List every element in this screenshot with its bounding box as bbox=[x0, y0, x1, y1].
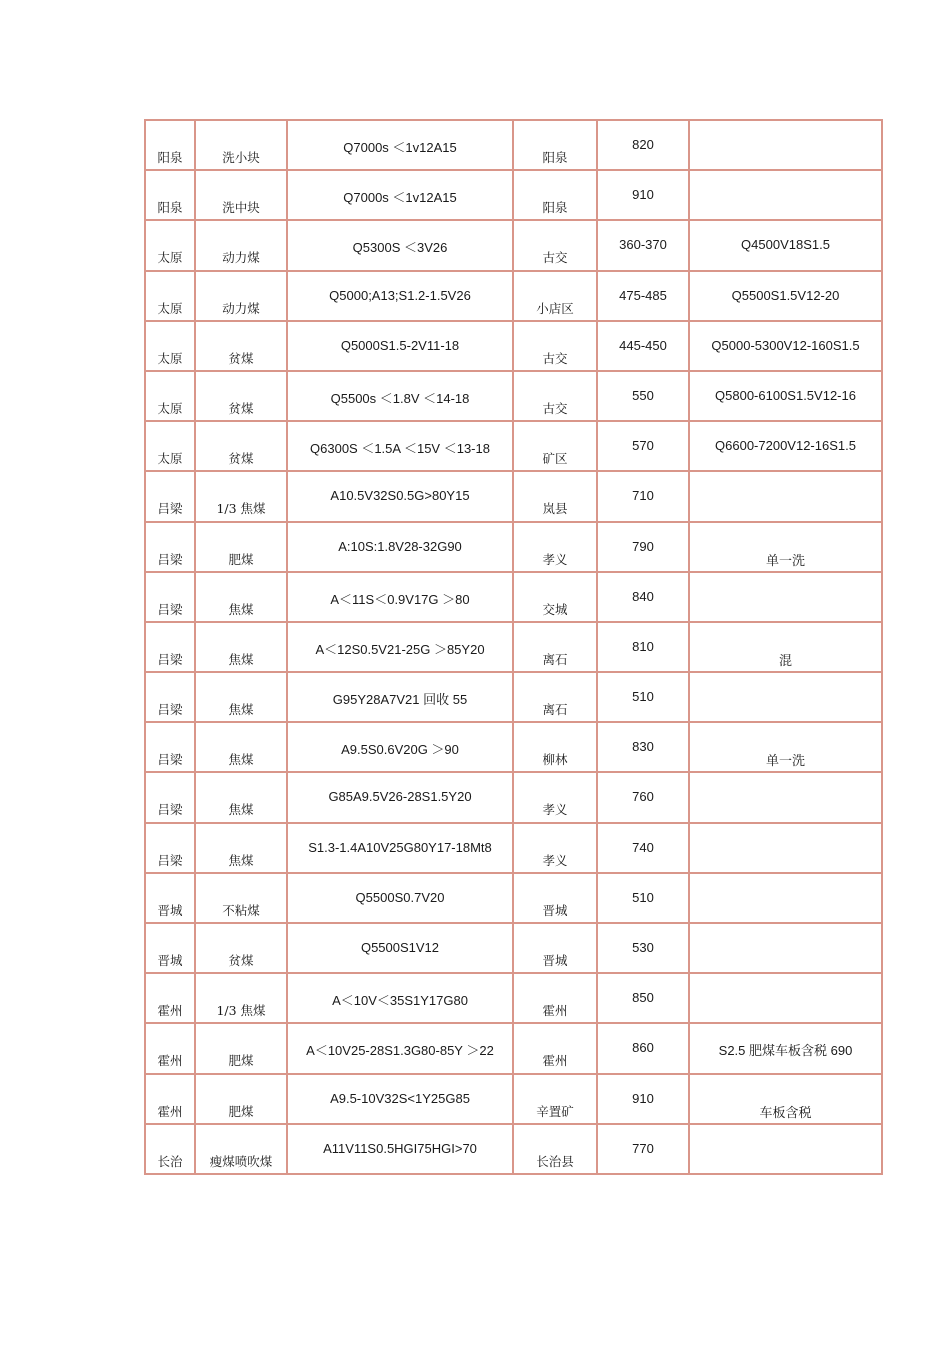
spec-text: A＜12S0.5V21-25G ＞85Y20 bbox=[315, 641, 485, 657]
note-text: S2.5 肥煤车板含税 690 bbox=[718, 1043, 853, 1059]
place-cell bbox=[513, 170, 597, 220]
price-cell bbox=[597, 973, 689, 1023]
table-row bbox=[145, 421, 882, 471]
price-text: 790 bbox=[632, 538, 654, 554]
place-cell bbox=[513, 772, 597, 822]
note-cell bbox=[689, 772, 882, 822]
spec-text: A＜11S＜0.9V17G ＞80 bbox=[330, 591, 470, 607]
city-text: 长治 bbox=[157, 1153, 183, 1169]
price-text: 510 bbox=[632, 689, 654, 705]
city-text: 吕梁 bbox=[157, 601, 183, 617]
place-text: 离石 bbox=[542, 702, 568, 718]
kind-cell bbox=[195, 421, 287, 471]
price-text: 710 bbox=[632, 488, 654, 504]
spec-cell bbox=[287, 572, 513, 622]
note-text: Q6600-7200V12-16S1.5 bbox=[715, 438, 856, 454]
kind-text: 贫煤 bbox=[228, 451, 254, 467]
kind-text: 焦煤 bbox=[228, 802, 254, 818]
city-text: 太原 bbox=[157, 451, 183, 467]
note-cell bbox=[689, 672, 882, 722]
price-text: 830 bbox=[632, 739, 654, 755]
kind-cell bbox=[195, 271, 287, 321]
price-cell bbox=[597, 1074, 689, 1124]
kind-text: 1/3 焦煤 bbox=[216, 501, 266, 517]
city-cell bbox=[145, 1074, 195, 1124]
price-cell bbox=[597, 522, 689, 572]
place-text: 柳林 bbox=[542, 752, 568, 768]
city-text: 吕梁 bbox=[157, 802, 183, 818]
city-cell bbox=[145, 622, 195, 672]
city-text: 阳泉 bbox=[157, 150, 183, 165]
kind-text: 1/3 焦煤 bbox=[216, 1003, 266, 1019]
kind-cell bbox=[195, 321, 287, 371]
table-row bbox=[145, 722, 882, 772]
spec-cell bbox=[287, 823, 513, 873]
table-row bbox=[145, 220, 882, 270]
kind-cell bbox=[195, 873, 287, 923]
place-text: 古交 bbox=[542, 250, 568, 266]
spec-text: Q7000s ＜1v12A15 bbox=[343, 190, 457, 206]
place-text: 古交 bbox=[542, 350, 568, 366]
city-cell bbox=[145, 471, 195, 521]
price-text: 860 bbox=[632, 1040, 654, 1056]
place-cell bbox=[513, 421, 597, 471]
city-cell bbox=[145, 923, 195, 973]
price-cell bbox=[597, 672, 689, 722]
place-text: 古交 bbox=[542, 400, 568, 416]
place-text: 晋城 bbox=[542, 902, 568, 918]
spec-text: G85A9.5V26-28S1.5Y20 bbox=[328, 789, 472, 805]
note-cell bbox=[689, 1124, 882, 1174]
city-text: 太原 bbox=[157, 350, 183, 366]
kind-cell bbox=[195, 170, 287, 220]
kind-text: 焦煤 bbox=[228, 651, 254, 667]
spec-cell bbox=[287, 672, 513, 722]
price-cell bbox=[597, 371, 689, 421]
place-cell bbox=[513, 1074, 597, 1124]
note-text: Q5000-5300V12-160S1.5 bbox=[711, 337, 860, 353]
city-cell bbox=[145, 271, 195, 321]
place-text: 岚县 bbox=[542, 501, 568, 517]
kind-cell bbox=[195, 823, 287, 873]
spec-cell bbox=[287, 722, 513, 772]
place-cell bbox=[513, 672, 597, 722]
note-text: Q4500V18S1.5 bbox=[741, 237, 830, 253]
city-text: 吕梁 bbox=[157, 501, 183, 517]
table-row bbox=[145, 522, 882, 572]
table-row bbox=[145, 672, 882, 722]
place-text: 阳泉 bbox=[542, 200, 568, 216]
table-row bbox=[145, 572, 882, 622]
kind-cell bbox=[195, 371, 287, 421]
price-text: 445-450 bbox=[619, 337, 667, 353]
city-text: 太原 bbox=[157, 400, 183, 416]
price-text: 820 bbox=[632, 137, 654, 152]
place-text: 长治县 bbox=[536, 1153, 574, 1169]
spec-cell bbox=[287, 772, 513, 822]
price-text: 760 bbox=[632, 789, 654, 805]
price-text: 910 bbox=[632, 187, 654, 203]
place-cell bbox=[513, 220, 597, 270]
table-row bbox=[145, 973, 882, 1023]
kind-text: 贫煤 bbox=[228, 350, 254, 366]
kind-cell bbox=[195, 1074, 287, 1124]
place-text: 小店区 bbox=[536, 300, 574, 316]
place-cell bbox=[513, 923, 597, 973]
note-cell bbox=[689, 220, 882, 270]
place-cell bbox=[513, 321, 597, 371]
spec-text: A9.5S0.6V20G ＞90 bbox=[341, 742, 459, 758]
city-text: 吕梁 bbox=[157, 651, 183, 667]
table-row bbox=[145, 622, 882, 672]
place-cell bbox=[513, 371, 597, 421]
kind-cell bbox=[195, 622, 287, 672]
table-row bbox=[145, 371, 882, 421]
kind-text: 肥煤 bbox=[228, 1103, 254, 1119]
spec-text: Q7000s ＜1v12A15 bbox=[343, 140, 457, 155]
note-cell bbox=[689, 120, 882, 170]
kind-text: 肥煤 bbox=[228, 551, 254, 567]
table-row bbox=[145, 120, 882, 170]
price-text: 475-485 bbox=[619, 287, 667, 303]
price-text: 770 bbox=[632, 1140, 654, 1156]
kind-text: 焦煤 bbox=[228, 702, 254, 718]
note-cell bbox=[689, 572, 882, 622]
note-text: 单一洗 bbox=[765, 753, 805, 769]
table-row bbox=[145, 772, 882, 822]
place-text: 孝义 bbox=[542, 852, 568, 868]
spec-text: G95Y28A7V21 回收 55 bbox=[332, 692, 468, 708]
note-text: 车板含税 bbox=[759, 1104, 812, 1120]
city-text: 晋城 bbox=[157, 953, 183, 968]
price-cell bbox=[597, 873, 689, 923]
kind-text: 动力煤 bbox=[222, 300, 260, 316]
table-row bbox=[145, 271, 882, 321]
kind-text: 洗小块 bbox=[222, 150, 260, 165]
price-cell bbox=[597, 923, 689, 973]
place-text: 霍州 bbox=[542, 1003, 568, 1019]
city-cell bbox=[145, 873, 195, 923]
city-text: 阳泉 bbox=[157, 200, 183, 216]
note-cell bbox=[689, 271, 882, 321]
city-cell bbox=[145, 772, 195, 822]
city-cell bbox=[145, 722, 195, 772]
place-text: 离石 bbox=[542, 651, 568, 667]
price-cell bbox=[597, 321, 689, 371]
place-text: 孝义 bbox=[542, 802, 568, 818]
note-cell bbox=[689, 622, 882, 672]
spec-cell bbox=[287, 1124, 513, 1174]
spec-text: Q5500S1V12 bbox=[360, 940, 440, 955]
city-cell bbox=[145, 1023, 195, 1073]
kind-cell bbox=[195, 973, 287, 1023]
place-text: 晋城 bbox=[542, 953, 568, 968]
note-cell bbox=[689, 522, 882, 572]
place-cell bbox=[513, 622, 597, 672]
place-text: 阳泉 bbox=[542, 150, 568, 165]
price-text: 810 bbox=[632, 638, 654, 654]
note-cell bbox=[689, 471, 882, 521]
spec-cell bbox=[287, 1023, 513, 1073]
note-cell bbox=[689, 421, 882, 471]
note-cell bbox=[689, 873, 882, 923]
spec-text: A9.5-10V32S<1Y25G85 bbox=[330, 1090, 470, 1106]
table-row bbox=[145, 1074, 882, 1124]
city-cell bbox=[145, 522, 195, 572]
place-text: 辛置矿 bbox=[536, 1103, 574, 1119]
kind-cell bbox=[195, 572, 287, 622]
price-text: 360-370 bbox=[619, 237, 667, 253]
city-cell bbox=[145, 170, 195, 220]
price-text: 510 bbox=[632, 889, 654, 905]
price-cell bbox=[597, 722, 689, 772]
city-cell bbox=[145, 421, 195, 471]
price-cell bbox=[597, 1023, 689, 1073]
price-cell bbox=[597, 772, 689, 822]
table-body bbox=[145, 120, 882, 1174]
table-row bbox=[145, 1124, 882, 1174]
place-cell bbox=[513, 471, 597, 521]
kind-text: 焦煤 bbox=[228, 752, 254, 768]
place-text: 矿区 bbox=[542, 451, 568, 467]
city-cell bbox=[145, 120, 195, 170]
city-cell bbox=[145, 973, 195, 1023]
spec-cell bbox=[287, 220, 513, 270]
kind-cell bbox=[195, 220, 287, 270]
city-text: 霍州 bbox=[157, 1103, 183, 1119]
city-cell bbox=[145, 371, 195, 421]
place-cell bbox=[513, 722, 597, 772]
city-text: 太原 bbox=[157, 300, 183, 316]
spec-cell bbox=[287, 421, 513, 471]
spec-text: A＜10V＜35S1Y17G80 bbox=[332, 993, 468, 1009]
city-text: 吕梁 bbox=[157, 702, 183, 718]
kind-text: 焦煤 bbox=[228, 852, 254, 868]
spec-cell bbox=[287, 522, 513, 572]
price-text: 550 bbox=[632, 387, 654, 403]
place-cell bbox=[513, 572, 597, 622]
note-cell bbox=[689, 1074, 882, 1124]
spec-text: A＜10V25-28S1.3G80-85Y ＞22 bbox=[306, 1043, 494, 1059]
price-text: 840 bbox=[632, 588, 654, 604]
spec-cell bbox=[287, 170, 513, 220]
price-text: 570 bbox=[632, 438, 654, 454]
note-cell bbox=[689, 1023, 882, 1073]
kind-cell bbox=[195, 1124, 287, 1174]
kind-cell bbox=[195, 672, 287, 722]
spec-cell bbox=[287, 120, 513, 170]
price-cell bbox=[597, 622, 689, 672]
table-row bbox=[145, 170, 882, 220]
city-cell bbox=[145, 823, 195, 873]
spec-cell bbox=[287, 923, 513, 973]
price-cell bbox=[597, 1124, 689, 1174]
kind-text: 焦煤 bbox=[228, 601, 254, 617]
kind-text: 肥煤 bbox=[228, 1053, 254, 1069]
price-text: 850 bbox=[632, 990, 654, 1006]
price-cell bbox=[597, 572, 689, 622]
price-cell bbox=[597, 471, 689, 521]
kind-cell bbox=[195, 772, 287, 822]
city-text: 太原 bbox=[157, 250, 183, 266]
price-cell bbox=[597, 170, 689, 220]
place-cell bbox=[513, 873, 597, 923]
table-row bbox=[145, 471, 882, 521]
note-cell bbox=[689, 321, 882, 371]
kind-text: 贫煤 bbox=[228, 953, 254, 968]
kind-cell bbox=[195, 1023, 287, 1073]
kind-cell bbox=[195, 522, 287, 572]
spec-text: Q5500S0.7V20 bbox=[355, 889, 445, 905]
place-cell bbox=[513, 120, 597, 170]
price-text: 530 bbox=[632, 940, 654, 955]
price-cell bbox=[597, 271, 689, 321]
spec-text: A:10S:1.8V28-32G90 bbox=[338, 538, 462, 554]
note-cell bbox=[689, 973, 882, 1023]
city-text: 晋城 bbox=[157, 902, 183, 918]
place-cell bbox=[513, 1124, 597, 1174]
place-text: 交城 bbox=[542, 601, 568, 617]
place-text: 霍州 bbox=[542, 1053, 568, 1069]
spec-text: Q6300S ＜1.5A ＜15V ＜13-18 bbox=[310, 441, 490, 457]
spec-text: Q5500s ＜1.8V ＜14-18 bbox=[330, 390, 470, 406]
spec-cell bbox=[287, 471, 513, 521]
note-text: 混 bbox=[778, 652, 792, 668]
city-text: 吕梁 bbox=[157, 852, 183, 868]
city-text: 霍州 bbox=[157, 1003, 183, 1019]
city-cell bbox=[145, 572, 195, 622]
spec-text: Q5000S1.5-2V11-18 bbox=[340, 337, 460, 353]
note-cell bbox=[689, 923, 882, 973]
table-row bbox=[145, 873, 882, 923]
spec-cell bbox=[287, 873, 513, 923]
kind-text: 瘦煤喷吹煤 bbox=[209, 1153, 273, 1169]
kind-cell bbox=[195, 120, 287, 170]
city-cell bbox=[145, 672, 195, 722]
table-row bbox=[145, 923, 882, 973]
note-cell bbox=[689, 722, 882, 772]
spec-text: S1.3-1.4A10V25G80Y17-18Mt8 bbox=[308, 839, 492, 855]
place-cell bbox=[513, 823, 597, 873]
city-cell bbox=[145, 321, 195, 371]
spec-text: Q5000;A13;S1.2-1.5V26 bbox=[329, 287, 471, 303]
city-cell bbox=[145, 220, 195, 270]
kind-cell bbox=[195, 471, 287, 521]
table-row bbox=[145, 823, 882, 873]
price-text: 740 bbox=[632, 839, 654, 855]
city-cell bbox=[145, 1124, 195, 1174]
price-cell bbox=[597, 220, 689, 270]
spec-text: A11V11S0.5HGI75HGI>70 bbox=[323, 1140, 477, 1156]
spec-cell bbox=[287, 371, 513, 421]
note-cell bbox=[689, 371, 882, 421]
place-cell bbox=[513, 1023, 597, 1073]
kind-text: 洗中块 bbox=[222, 200, 260, 216]
spec-text: Q5300S ＜3V26 bbox=[352, 240, 448, 256]
price-cell bbox=[597, 823, 689, 873]
spec-cell bbox=[287, 1074, 513, 1124]
kind-text: 贫煤 bbox=[228, 400, 254, 416]
coal-price-table bbox=[144, 119, 883, 1175]
table-row bbox=[145, 321, 882, 371]
price-cell bbox=[597, 421, 689, 471]
place-cell bbox=[513, 271, 597, 321]
city-text: 霍州 bbox=[157, 1053, 183, 1069]
note-text: Q5500S1.5V12-20 bbox=[731, 287, 840, 303]
spec-cell bbox=[287, 321, 513, 371]
city-text: 吕梁 bbox=[157, 752, 183, 768]
place-cell bbox=[513, 973, 597, 1023]
kind-cell bbox=[195, 722, 287, 772]
kind-cell bbox=[195, 923, 287, 973]
note-cell bbox=[689, 823, 882, 873]
note-cell bbox=[689, 170, 882, 220]
note-text: 单一洗 bbox=[765, 552, 805, 568]
price-cell bbox=[597, 120, 689, 170]
kind-text: 不粘煤 bbox=[222, 902, 260, 918]
place-cell bbox=[513, 522, 597, 572]
place-text: 孝义 bbox=[542, 551, 568, 567]
city-text: 吕梁 bbox=[157, 551, 183, 567]
spec-cell bbox=[287, 271, 513, 321]
spec-cell bbox=[287, 973, 513, 1023]
table-row bbox=[145, 1023, 882, 1073]
kind-text: 动力煤 bbox=[222, 250, 260, 266]
price-text: 910 bbox=[632, 1090, 654, 1106]
spec-cell bbox=[287, 622, 513, 672]
note-text: Q5800-6100S1.5V12-16 bbox=[715, 387, 856, 403]
spec-text: A10.5V32S0.5G>80Y15 bbox=[330, 488, 470, 504]
